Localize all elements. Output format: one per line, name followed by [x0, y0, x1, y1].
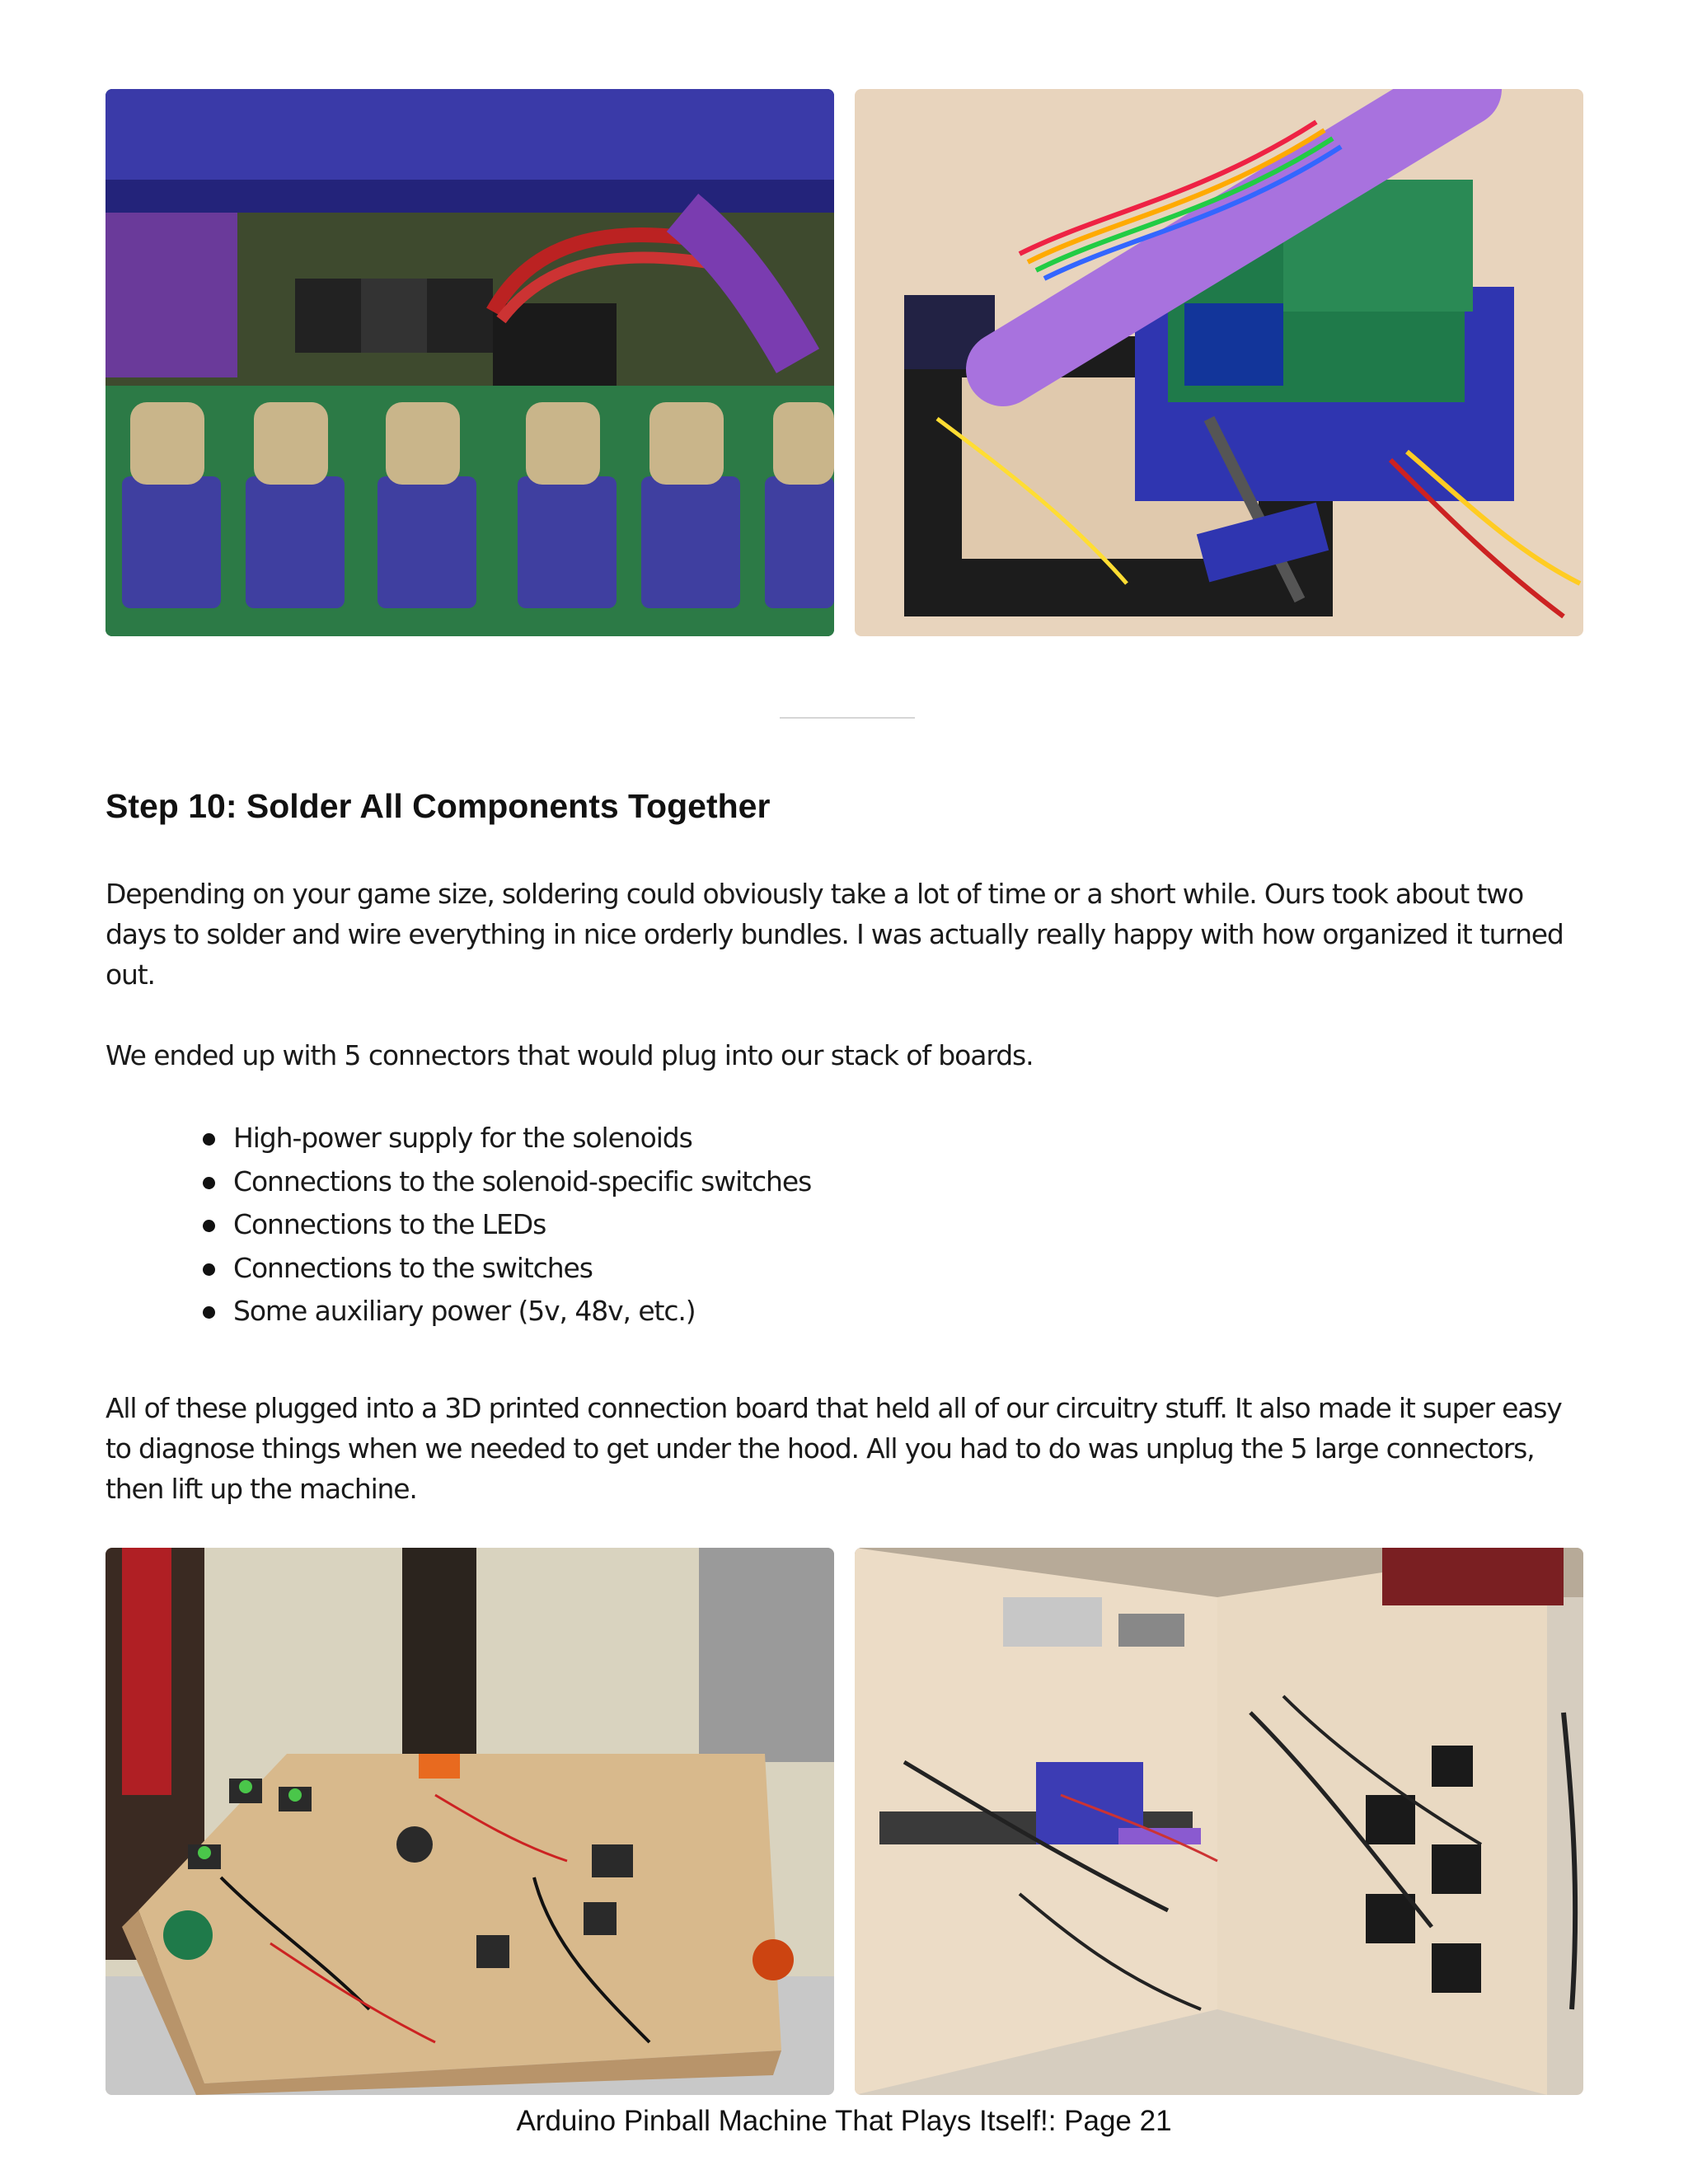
paragraph-connectors: We ended up with 5 connectors that would plug into our stack of boards.	[106, 1039, 1034, 1071]
connector-list	[198, 1117, 811, 1333]
footer-text: Arduino Pinball Machine That Plays Itself!: Page 21	[516, 2105, 1172, 2137]
photo-board-stack	[855, 89, 1583, 636]
step-title: Step 10: Solder All Components Together	[106, 787, 771, 825]
section-divider	[780, 717, 915, 719]
list-item: Connections to the switches	[198, 1247, 811, 1291]
photo-cabinet-interior	[855, 1548, 1583, 2095]
list-item: Some auxiliary power (5v, 48v, etc.)	[198, 1290, 811, 1333]
paragraph-intro: Depending on your game size, soldering could obviously take a lot of time or a short while. Ours took about two days to solder and wire everything in nice orderly bundles. I was actually really happy with how organized it turned out.	[106, 878, 1564, 991]
paragraph-connection-board: All of these plugged into a 3D printed connection board that held all of our circuitry stuff. It also made it super easy to diagnose things when we needed to get under the hood. All you had to do was unplug the 5 large connectors, then lift up the machine.	[106, 1392, 1562, 1505]
photo-playfield-underside	[106, 1548, 834, 2095]
list-item: High-power supply for the solenoids	[198, 1117, 811, 1160]
list-item: Connections to the solenoid-specific switches	[198, 1160, 811, 1204]
list-item: Connections to the LEDs	[198, 1203, 811, 1247]
photo-solenoid-closeup	[106, 89, 834, 636]
page-footer	[0, 2105, 1688, 2138]
